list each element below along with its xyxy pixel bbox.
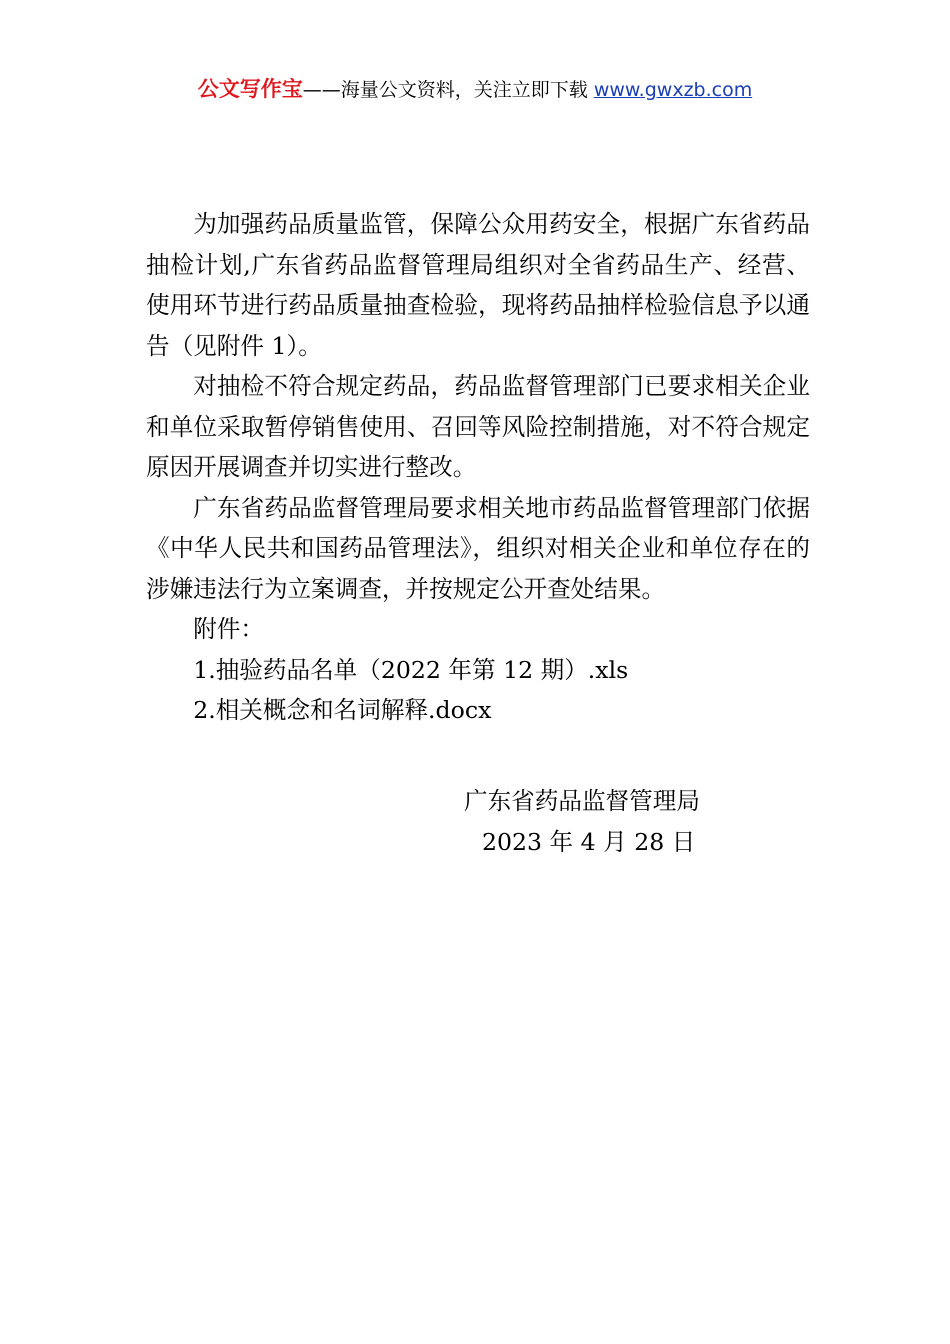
attachment-1: 1.抽验药品名单（2022 年第 12 期）.xls	[193, 655, 629, 684]
page-header	[0, 74, 950, 105]
paragraph-3: 广东省药品监督管理局要求相关地市药品监督管理部门依据《中华人民共和国药品管理法》，组织对相关企业和单位存在的涉嫌违法行为立案调查，并按规定公开查处结果。	[146, 493, 810, 603]
issuing-organization: 广东省药品监督管理局	[464, 787, 700, 815]
paragraph-2: 对抽检不符合规定药品，药品监督管理部门已要求相关企业和单位采取暂停销售使用、召回等风险控制措施，对不符合规定原因开展调查并切实进行整改。	[146, 372, 810, 481]
attachment-2: 2.相关概念和名词解释.docx	[193, 696, 492, 724]
website-link[interactable]: www.gwxzb.com	[593, 79, 753, 101]
paragraph-1: 为加强药品质量监管，保障公众用药安全，根据广东省药品抽检计划,广东省药品监督管理局组织对全省药品生产、经营、使用环节进行药品质量抽查检验，现将药品抽样检验信息予以通告（见附件 1）。	[146, 210, 810, 360]
issue-date: 2023 年 4 月 28 日	[482, 828, 696, 856]
notice-body	[146, 204, 810, 731]
header-tagline: ——海量公文资料，关注立即下载	[302, 79, 594, 101]
brand-name: 公文写作宝	[197, 77, 303, 101]
attachments-label: 附件：	[193, 615, 264, 643]
